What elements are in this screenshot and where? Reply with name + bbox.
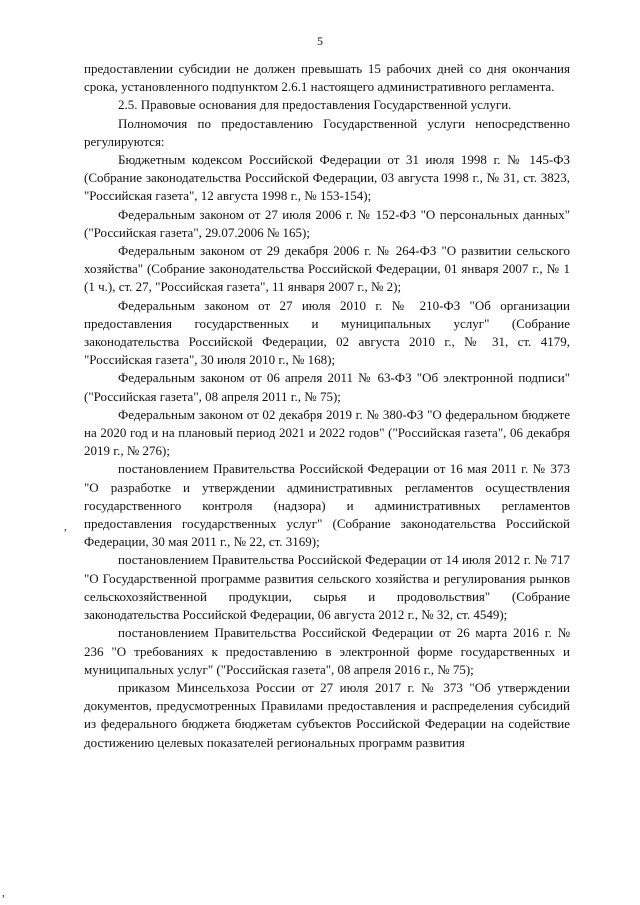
- legal-reference: приказом Минсельхоза России от 27 июля 2017 г. № 373 "Об утверждении документов, предусмотренных Правилами предоставления и распределения субсидий из федерального бюджета бюджетам субъектов Российской Федерации на содействие достижению целевых показателей региональных программ развития: [84, 679, 570, 750]
- legal-reference: Федеральным законом от 06 апреля 2011 № 63-ФЗ "Об электронной подписи" ("Российская газета", 08 апреля 2011 г., № 75);: [84, 370, 570, 404]
- legal-reference: Федеральным законом от 29 декабря 2006 г. № 264-ФЗ "О развитии сельского хозяйства" (Собрание законодательства Российской Федерации, 01 января 2007 г., № 1 (1 ч.), ст. 27, "Российская газета", 11 января 2007 г., № 2);: [84, 243, 570, 295]
- page-number: 5: [317, 34, 323, 48]
- section-heading: 2.5. Правовые основания для предоставления Государственной услуги.: [118, 97, 512, 113]
- legal-reference: постановлением Правительства Российской Федерации от 16 мая 2011 г. № 373 "О разработке и утверждении административных регламентов осуществления государственного контроля (надзора) и административных регламентов предоставления государственных услуг" (Собрание законодательства Российской Федерации, 30 мая 2011 г., № 22, ст. 3169);: [84, 461, 570, 550]
- legal-reference: постановлением Правительства Российской Федерации от 26 марта 2016 г. № 236 "О требованиях к предоставлению в электронной форме государственных и муниципальных услуг" ("Российская газета", 08 апреля 2016 г., № 75);: [84, 625, 570, 677]
- legal-reference: постановлением Правительства Российской Федерации от 14 июля 2012 г. № 717 "О Государственной программе развития сельского хозяйства и регулирования рынков сельскохозяйственной продукции, сырья и продовольствия" (Собрание законодательства Российской Федерации, 06 августа 2012 г., № 32, ст. 4549);: [84, 552, 570, 623]
- margin-mark: ,: [2, 885, 5, 899]
- paragraph: предоставлении субсидии не должен превышать 15 рабочих дней со дня окончания срока, установленного подпунктом 2.6.1 настоящего административного регламента.: [84, 61, 570, 95]
- legal-reference: Федеральным законом от 27 июля 2006 г. № 152-ФЗ "О персональных данных" ("Российская газета", 29.07.2006 № 165);: [84, 206, 570, 240]
- paragraph: Полномочия по предоставлению Государственной услуги непосредственно регулируются:: [84, 115, 570, 149]
- margin-mark: ,: [64, 519, 67, 533]
- legal-reference: Федеральным законом от 02 декабря 2019 г. № 380-ФЗ "О федеральном бюджете на 2020 год и на плановый период 2021 и 2022 годов" ("Российская газета", 06 декабря 2019 г., № 276);: [84, 406, 570, 459]
- legal-reference: Бюджетным кодексом Российской Федерации от 31 июля 1998 г. № 145-ФЗ (Собрание законодательства Российской Федерации, 03 августа 1998 г., № 31, ст. 3823, "Российская газета", 12 августа 1998 г., № 153-154);: [84, 152, 570, 204]
- legal-reference: Федеральным законом от 27 июля 2010 г. № 210-ФЗ "Об организации предоставления государственных и муниципальных услуг" (Собрание законодательства Российской Федерации, 02 августа 2010 г., № 31, ст. 4179, "Российская газета", 30 июля 2010 г., № 168);: [84, 297, 570, 368]
- document-body: [84, 60, 570, 752]
